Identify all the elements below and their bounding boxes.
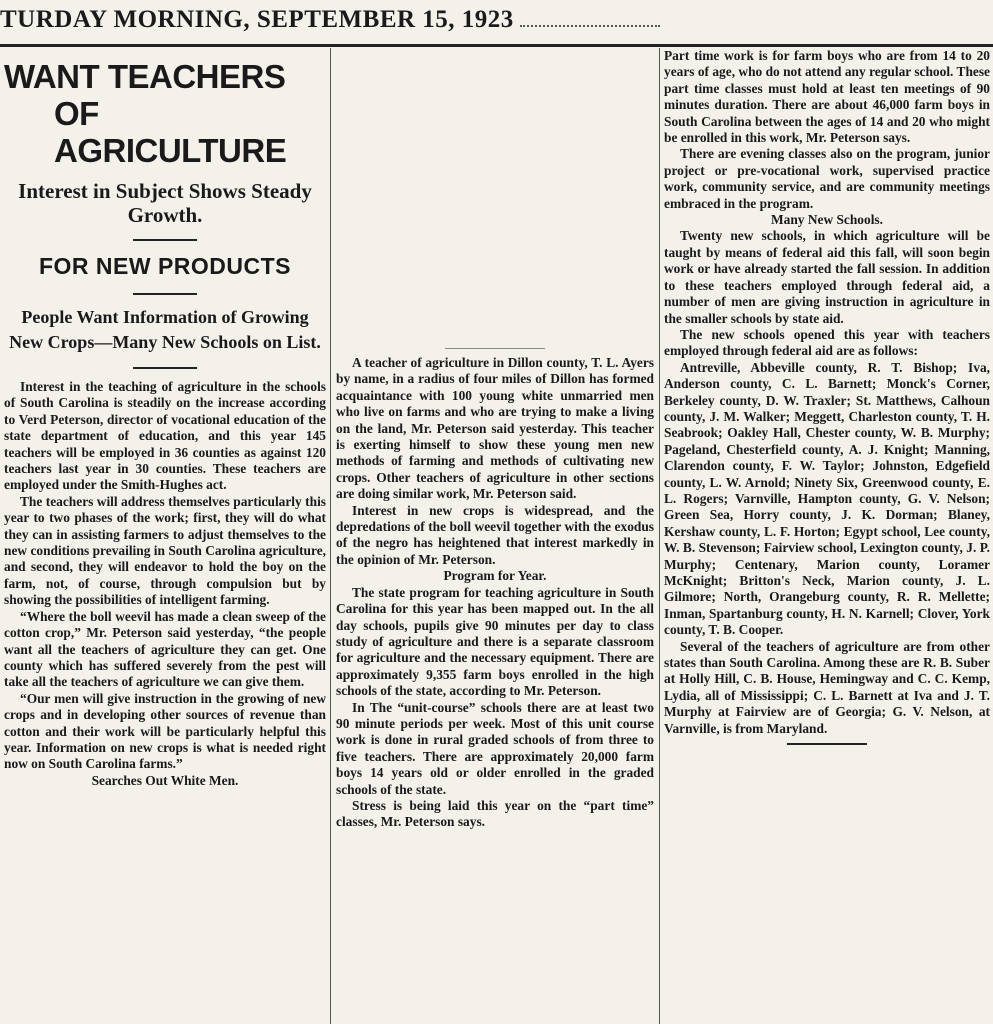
column-divider bbox=[659, 48, 660, 1024]
top-rule bbox=[0, 44, 993, 47]
paragraph: There are evening classes also on the program, junior project or pre-vocational work, supervised practice work, community service, and are community meetings embraced in the program. bbox=[664, 146, 990, 211]
divider bbox=[445, 348, 545, 349]
paragraph: Part time work is for farm boys who are from 14 to 20 years of age, who do not attend any regular school. These part time classes must hold at least ten meetings of 90 minutes duration. There are about 46,000 farm boys in South Carolina between the ages of 14 and 20 who might be enrolled in this work, Mr. Peterson says. bbox=[664, 48, 990, 146]
paragraph: Interest in the teaching of agriculture in the schools of South Carolina is steadily on the increase according to Verd Peterson, director of vocational education of the state department of education, and this year 145 teachers will be employed in 36 counties as against 120 teachers last year in 30 counties. These teachers are employed under the Smith-Hughes act. bbox=[4, 379, 326, 493]
headline-line-1: WANT TEACHERS bbox=[4, 58, 286, 95]
paragraph: Several of the teachers of agriculture are from other states than South Carolina. Among these are R. B. Suber at Holly Hill, C. B. House, Hemingway and C. C. Kemp, Lydia, all of Mississippi; C. L. Barnett at Iva and J. T. Murphy at Fairview are of Georgia; G. V. Nelson, at Varnville, is from Maryland. bbox=[664, 638, 990, 736]
subheadline: Interest in Subject Shows Steady Growth. bbox=[18, 179, 312, 227]
mid-headline: FOR NEW PRODUCTS bbox=[38, 253, 292, 279]
column-divider bbox=[330, 48, 331, 1024]
paragraph: Interest in new crops is widespread, and the depredations of the boll weevil together with the exodus of the negro has heightened that interest markedly in the opinion of Mr. Peterson. bbox=[336, 502, 654, 567]
paragraph: The new schools opened this year with teachers employed through federal aid are as follows: bbox=[664, 326, 990, 359]
paragraph: In The “unit-course” schools there are at least two 90 minute periods per week. Most of this unit course work is done in rural graded schools of from three to five teachers. There are approximately 20,000 farm boys 14 years old or older enrolled in the graded schools of the state. bbox=[336, 699, 654, 797]
end-mark bbox=[787, 743, 867, 745]
divider bbox=[133, 239, 197, 241]
paragraph: “Our men will give instruction in the growing of new crops and in developing other sources of revenue than cotton and their work will be particularly helpful this year. Information on new crops is what is needed right now on South Carolina farms.” bbox=[4, 690, 326, 772]
column-3 bbox=[664, 48, 990, 1024]
paragraph: “Where the boll weevil has made a clean sweep of the cotton crop,” Mr. Peterson said yesterday, “the people want all the teachers of agriculture they can get. One county which has suffered severely from the pest will take all the teachers of agriculture we can give them. bbox=[4, 608, 326, 690]
paragraph: The teachers will address themselves particularly this year to two phases of the work; first, they will do what they can in assisting farmers to adjust themselves to the new conditions prevailing in South Carolina agriculture, and second, they will endeavor to hold the boy on the farm, not, of course, through compulsion but by showing the possibilities of intelligent farming. bbox=[4, 493, 326, 608]
column-2 bbox=[336, 48, 654, 1024]
divider bbox=[133, 367, 197, 369]
deck: People Want Information of Growing New Crops—Many New Schools on List. bbox=[9, 307, 321, 352]
column-1 bbox=[4, 48, 326, 1024]
school-list: Antreville, Abbeville county, R. T. Bishop; Iva, Anderson county, C. L. Barnett; Monck's Corner, Berkeley county, D. W. Traxler; St. Matthews, Calhoun county, J. M. Walker; Meggett, Charleston county, T. H. Seabrook; Oakley Hall, Chester county, W. B. Murphy; Pageland, Chesterfield county, A. J. Knight; Manning, Clarendon county, F. W. Taylor; Johnston, Edgefield county, L. W. Arnold; Ninety Six, Greenwood county, E. L. Rogers; Varnville, Hampton county, G. V. Nelson; Green Sea, Horry county, J. K. Dorman; Blaney, Kershaw county, L. F. Horton; Egypt school, Lee county, W. B. Stevenson; Fairview school, Lexington county, J. P. Murphy; Centenary, Marion county, Loramer McKnight; Britton's Neck, Marion county, J. L. Gilmore; North, Orangeburg county, R. R. Mellette; Inman, Spartanburg county, H. N. Karnell; Clover, York county, T. B. Cooper. bbox=[664, 359, 990, 638]
paragraph: The state program for teaching agriculture in South Carolina for this year has been mapped out. In the all day schools, pupils give 90 minutes per day to class study of agriculture and there is a separate classroom for agriculture and the necessary equipment. There are approximately 9,355 farm boys enrolled in the high schools of the state, according to Mr. Peterson. bbox=[336, 584, 654, 699]
headline-line-2: OF AGRICULTURE bbox=[54, 95, 287, 169]
paragraph: Twenty new schools, in which agriculture will be taught by means of federal aid this fall, will soon begin work or have already started the fall session. In addition to these teachers employed through federal aid, a number of men are giving instruction in agriculture in the smaller schools by state aid. bbox=[664, 228, 990, 326]
section-subhead: Many New Schools. bbox=[771, 212, 883, 228]
divider bbox=[133, 293, 197, 295]
dateline bbox=[0, 2, 993, 38]
blank-area bbox=[336, 48, 654, 348]
section-subhead: Program for Year. bbox=[443, 568, 547, 584]
section-subhead: Searches Out White Men. bbox=[91, 772, 239, 788]
paragraph: A teacher of agriculture in Dillon county, T. L. Ayers by name, in a radius of four miles of Dillon has formed acquaintance with 100 young white unmarried men who live on farms and who are trying to make a living on the land, Mr. Peterson said yesterday. This teacher is exerting himself to show these young men new methods of farming and methods of cultivating new crops. Other teachers of agriculture in other sections are doing similar work, Mr. Peterson said. bbox=[336, 355, 654, 502]
dateline-text: TURDAY MORNING, SEPTEMBER 15, 1923 bbox=[0, 6, 514, 33]
paragraph: Stress is being laid this year on the “part time” classes, Mr. Peterson says. bbox=[336, 797, 654, 830]
ornament bbox=[520, 15, 660, 27]
